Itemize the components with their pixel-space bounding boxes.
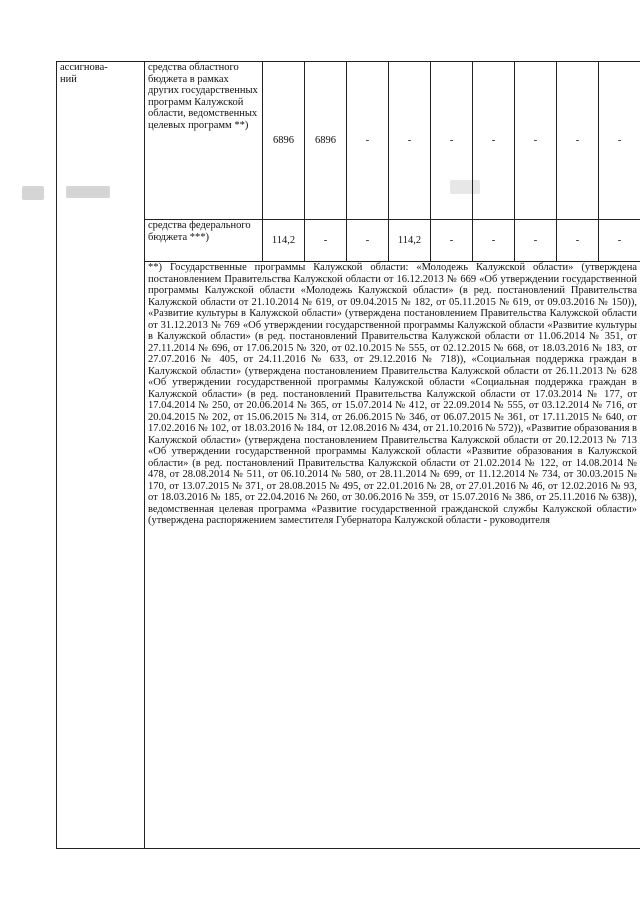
source-cell: средства областного бюджета в рамках других государственных программ Калужской области, ведомственных целевых программ **) <box>145 62 263 220</box>
value-cell: 6896 <box>305 62 347 220</box>
value-cell: - <box>599 220 640 262</box>
value-cell: - <box>473 220 515 262</box>
row-label: ассигнова- ний <box>57 62 145 849</box>
value-cell: - <box>599 62 640 220</box>
scan-artifact <box>22 186 44 200</box>
value-cell: - <box>473 62 515 220</box>
value-cell: 114,2 <box>263 220 305 262</box>
value-cell: - <box>347 220 389 262</box>
value-cell: - <box>389 62 431 220</box>
table-row <box>57 220 640 262</box>
value-cell: - <box>431 62 473 220</box>
value-cell: - <box>431 220 473 262</box>
table-row <box>57 262 640 849</box>
value-cell: 114,2 <box>389 220 431 262</box>
value-cell: - <box>515 62 557 220</box>
source-cell: средства федерального бюджета ***) <box>145 220 263 262</box>
value-cell: - <box>557 62 599 220</box>
value-cell: - <box>515 220 557 262</box>
value-cell: 6896 <box>263 62 305 220</box>
value-cell: - <box>305 220 347 262</box>
budget-table <box>56 61 640 849</box>
value-cell: - <box>557 220 599 262</box>
table-row <box>57 62 640 220</box>
footnote-cell <box>145 262 640 849</box>
footnote-text: **) Государственные программы Калужской области: «Молодежь Калужской области» (утверждена постановлением Правительства Калужской области от 16.12.2013 № 669 «Об утверждении государственной программы Калужской области «Молодежь Калужской области» (в ред. постановлений Правительства Калужской области от 21.10.2014 № 619, от 09.04.2015 № 182, от 05.11.2015 № 619, от 09.03.2016 № 150)), «Развитие культуры в Калужской области» (утверждена постановлением Правительства Калужской области от 31.12.2013 № 769 «Об утверждении государственной программы Калужской области «Развитие культуры в Калужской области» (в ред. постановлений Правительства Калужской области от 11.06.2014 № 351, от 27.11.2014 № 696, от 17.06.2015 № 320, от 02.10.2015 № 555, от 02.12.2015 № 668, от 18.03.2016 № 183, от 27.07.2016 № 405, от 24.11.2016 № 633, от 29.12.2016 № 718)), «Социальная поддержка граждан в Калужской области» (утверждена постановлением Правительства Калужской области от 26.11.2013 № 628 «Об утверждении государственной программы Калужской области «Социальная поддержка граждан в Калужской области» (в ред. постановлений Правительства Калужской области от 17.03.2014 № 177, от 17.04.2014 № 250, от 20.06.2014 № 365, от 15.07.2014 № 412, от 22.09.2014 № 555, от 03.12.2014 № 716, от 20.04.2015 № 202, от 15.06.2015 № 314, от 26.06.2015 № 346, от 06.07.2015 № 361, от 17.11.2015 № 640, от 17.02.2016 № 102, от 18.03.2016 № 184, от 12.08.2016 № 434, от 21.10.2016 № 572)), «Развитие образования в Калужской области» (утверждена постановлением Правительства Калужской области от 20.12.2013 № 713 «Об утверждении государственной программы Калужской области «Развитие образования в Калужской области» (в ред. постановлений Правительства Калужской области от 21.02.2014 № 122, от 14.08.2014 № 478, от 28.08.2014 № 511, от 06.10.2014 № 580, от 28.11.2014 № 699, от 11.12.2014 № 734, от 30.03.2015 № 170, от 13.07.2015 № 371, от 28.08.2015 № 495, от 22.01.2016 № 28, от 27.01.2016 № 46, от 12.02.2016 № 93, от 18.03.2016 № 185, от 22.04.2016 № 260, от 30.06.2016 № 359, от 15.07.2016 № 386, от 25.11.2016 № 638)), ведомственная целевая программа «Развитие государственной гражданской службы Калужской области» (утверждена распоряжением заместителя Губернатора Калужской области - руководителя <box>148 262 637 526</box>
value-cell: - <box>347 62 389 220</box>
